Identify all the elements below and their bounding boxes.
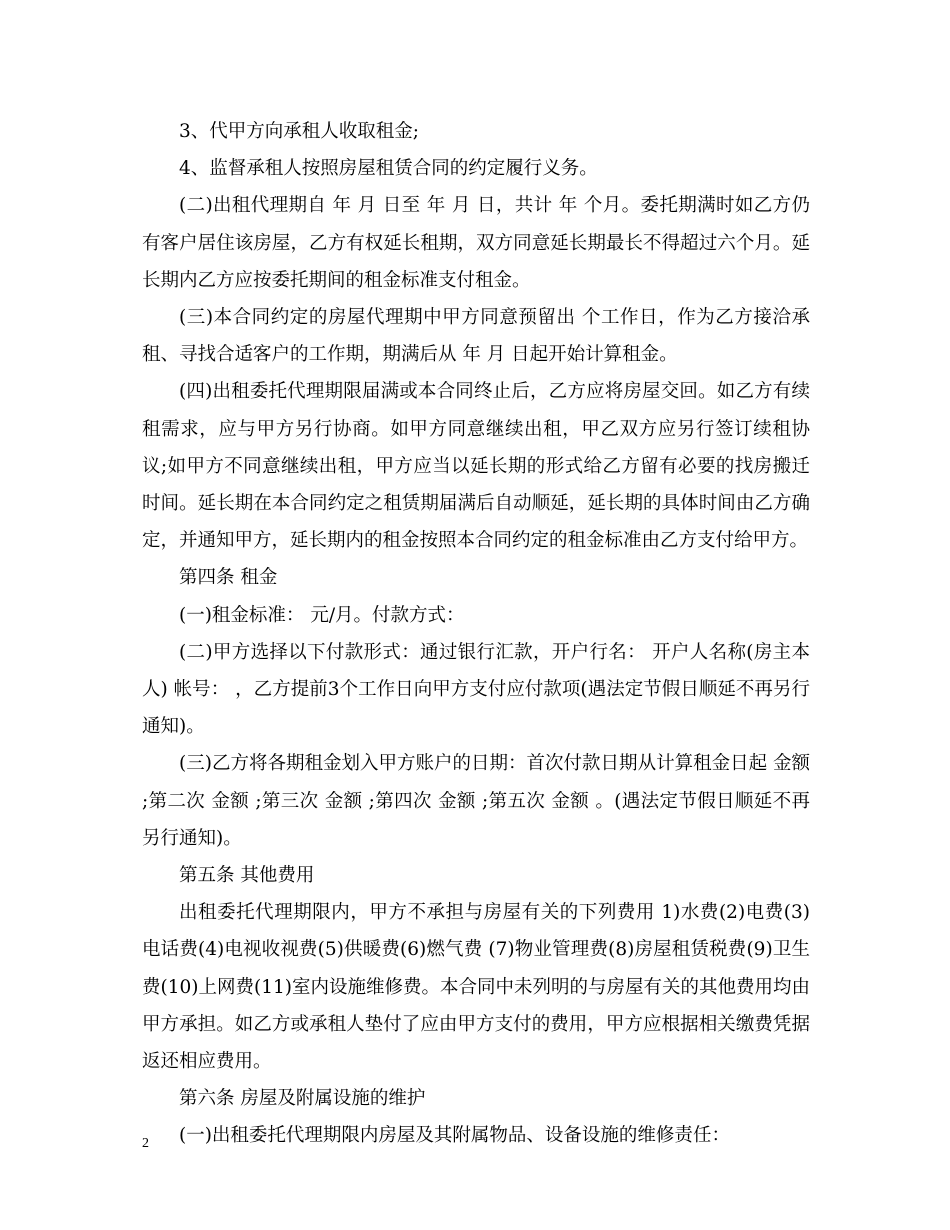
clause-payment-method: (二)甲方选择以下付款形式：通过银行汇款，开户行名： 开户人名称(房主本人) 帐号： ，乙方提前3个工作日向甲方支付应付款项(遇法定节假日顺延不再另行通知)。 bbox=[142, 641, 810, 738]
article-6-heading: 第六条 房屋及附属设施的维护 bbox=[179, 1088, 426, 1110]
document-body bbox=[142, 113, 810, 1155]
list-item-collect-rent: 3、代甲方向承租人收取租金; bbox=[179, 121, 420, 142]
clause-agency-period: (二)出租代理期自 年 月 日至 年 月 日，共计 年 个月。委托期满时如乙方仍有客户居住该房屋，乙方有权延长租期，双方同意延长期最长不得超过六个月。延长期内乙方应按委托期间的租金标准支付租金。 bbox=[142, 195, 810, 291]
list-item-supervise-tenant: 4、监督承租人按照房屋租赁合同的约定履行义务。 bbox=[179, 158, 598, 180]
clause-other-fees: 出租委托代理期限内，甲方不承担与房屋有关的下列费用 1)水费(2)电费(3)电话费(4)电视收视费(5)供暖费(6)燃气费 (7)物业管理费(8)房屋租赁税费(9)卫生费(10)上网费(11)室内设施维修费。本合同中未列明的与房屋有关的其他费用均由甲方承担。如乙方或承租人垫付了应由甲方支付的费用，甲方应根据相关缴费凭据返还相应费用。 bbox=[142, 902, 810, 1073]
clause-reserved-workdays: (三)本合同约定的房屋代理期中甲方同意预留出 个工作日，作为乙方接洽承租、寻找合适客户的工作期，期满后从 年 月 日起开始计算租金。 bbox=[142, 307, 810, 366]
clause-maintenance: (一)出租委托代理期限内房屋及其附属物品、设备设施的维修责任： bbox=[179, 1125, 730, 1147]
clause-payment-dates: (三)乙方将各期租金划入甲方账户的日期：首次付款日期从计算租金日起 金额 ;第二次 金额 ;第三次 金额 ;第四次 金额 ;第五次 金额 。(遇法定节假日顺延不再另行通知)。 bbox=[142, 753, 810, 849]
clause-rent-standard: (一)租金标准： 元/月。付款方式： bbox=[179, 604, 465, 626]
article-4-heading: 第四条 租金 bbox=[179, 567, 278, 589]
article-5-heading: 第五条 其他费用 bbox=[179, 865, 315, 887]
clause-expiry-return: (四)出租委托代理期限届满或本合同终止后，乙方应将房屋交回。如乙方有续租需求，应与甲方另行协商。如甲方同意继续出租，甲乙双方应另行签订续租协议;如甲方不同意继续出租，甲方应当以延长期的形式给乙方留有必要的找房搬迁时间。延长期在本合同约定之租赁期届满后自动顺延，延长期的具体时间由乙方确定，并通知甲方，延长期内的租金按照本合同约定的租金标准由乙方支付给甲方。 bbox=[142, 381, 810, 552]
page-number: 2 bbox=[142, 1136, 149, 1151]
